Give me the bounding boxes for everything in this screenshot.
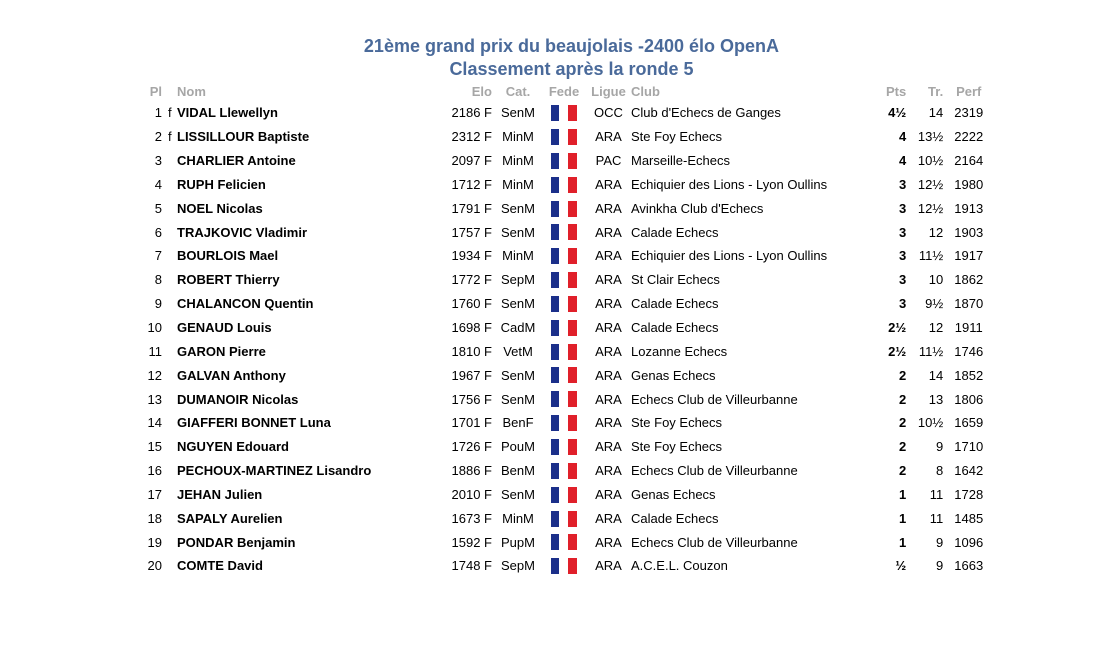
- club-cell: Genas Echecs: [631, 486, 716, 502]
- place-cell: 18: [147, 510, 162, 526]
- category-cell: MinM: [502, 248, 534, 264]
- header-nom: Nom: [177, 83, 206, 99]
- category-cell: SepM: [501, 558, 535, 574]
- category-cell: SenM: [501, 200, 535, 216]
- category-cell: SenM: [501, 296, 535, 312]
- table-row: [140, 459, 991, 483]
- tiebreak-cell: 9: [936, 558, 944, 574]
- category-cell: VetM: [503, 343, 533, 359]
- points-cell: 1: [899, 510, 907, 526]
- fide-flag-cell: [168, 459, 177, 483]
- category-cell: BenM: [501, 463, 535, 479]
- elo-cell: 1791 F: [451, 200, 492, 216]
- ligue-cell: ARA: [595, 463, 622, 479]
- category-cell: SenM: [501, 486, 535, 502]
- points-cell: 1: [899, 486, 907, 502]
- ligue-cell: ARA: [595, 320, 622, 336]
- place-cell: 19: [147, 534, 162, 550]
- elo-cell: 1673 F: [451, 510, 492, 526]
- tiebreak-cell: 14: [928, 367, 944, 383]
- performance-cell: 1862: [954, 272, 984, 288]
- category-cell: BenF: [502, 415, 534, 431]
- table-row: [140, 196, 991, 220]
- performance-cell: 1903: [954, 224, 984, 240]
- place-cell: 4: [154, 176, 162, 192]
- points-cell: 2: [899, 367, 907, 383]
- table-row: [140, 149, 991, 173]
- fide-flag-cell: [168, 387, 177, 411]
- federation-cell: [538, 363, 590, 387]
- elo-cell: 1760 F: [451, 296, 492, 312]
- player-name: GALVAN Anthony: [177, 367, 286, 383]
- performance-cell: 1806: [954, 391, 984, 407]
- player-name: VIDAL Llewellyn: [177, 105, 278, 121]
- table-row: [140, 435, 991, 459]
- points-cell: 2: [899, 391, 907, 407]
- elo-cell: 1726 F: [451, 439, 492, 455]
- performance-cell: 1728: [954, 486, 984, 502]
- category-cell: SenM: [501, 391, 535, 407]
- player-name: BOURLOIS Mael: [177, 248, 279, 264]
- standings-body: [140, 101, 991, 578]
- points-cell: 3: [899, 200, 907, 216]
- table-row: [140, 339, 991, 363]
- category-cell: PouM: [501, 439, 535, 455]
- france-flag-icon: [551, 534, 577, 550]
- table-header-row: [140, 81, 991, 101]
- player-name: GENAUD Louis: [177, 320, 272, 336]
- table-row: [140, 244, 991, 268]
- player-name: ROBERT Thierry: [177, 272, 280, 288]
- points-cell: 4: [899, 129, 907, 145]
- elo-cell: 1772 F: [451, 272, 492, 288]
- ligue-cell: ARA: [595, 296, 622, 312]
- place-cell: 5: [154, 200, 162, 216]
- performance-cell: 1852: [954, 367, 984, 383]
- performance-cell: 1663: [954, 558, 984, 574]
- header-elo: Elo: [471, 83, 492, 99]
- ligue-cell: ARA: [595, 510, 622, 526]
- player-name: COMTE David: [177, 558, 263, 574]
- fide-flag-cell: [168, 292, 177, 316]
- points-cell: 3: [899, 272, 907, 288]
- table-row: [140, 387, 991, 411]
- category-cell: MinM: [502, 510, 534, 526]
- elo-cell: 1757 F: [451, 224, 492, 240]
- fide-flag-cell: [168, 435, 177, 459]
- club-cell: Echiquier des Lions - Lyon Oullins: [631, 248, 828, 264]
- fide-flag-cell: [168, 554, 177, 578]
- player-name: LISSILLOUR Baptiste: [177, 129, 310, 145]
- place-cell: 10: [147, 320, 162, 336]
- france-flag-icon: [551, 296, 577, 312]
- standings-subtitle: Classement après la ronde 5: [449, 59, 694, 79]
- tiebreak-cell: 12: [928, 224, 944, 240]
- club-cell: Genas Echecs: [631, 367, 716, 383]
- fide-flag-cell: [168, 483, 177, 507]
- federation-cell: [538, 149, 590, 173]
- place-cell: 14: [147, 415, 162, 431]
- club-cell: Echecs Club de Villeurbanne: [631, 534, 798, 550]
- elo-cell: 1967 F: [451, 367, 492, 383]
- fide-flag-cell: [168, 220, 177, 244]
- header-blank: [168, 81, 177, 101]
- elo-cell: 2097 F: [451, 153, 492, 169]
- category-cell: MinM: [502, 153, 534, 169]
- player-name: TRAJKOVIC Vladimir: [177, 224, 308, 240]
- place-cell: 11: [148, 343, 162, 359]
- club-cell: Club d'Echecs de Ganges: [631, 105, 781, 121]
- tiebreak-cell: 9½: [925, 296, 944, 312]
- performance-cell: 1917: [954, 248, 984, 264]
- fide-flag-cell: [168, 506, 177, 530]
- player-name: RUPH Felicien: [177, 176, 266, 192]
- ligue-cell: ARA: [595, 272, 622, 288]
- points-cell: 3: [899, 176, 907, 192]
- federation-cell: [538, 411, 590, 435]
- france-flag-icon: [551, 511, 577, 527]
- elo-cell: 1701 F: [451, 415, 492, 431]
- tiebreak-cell: 8: [936, 463, 944, 479]
- category-cell: PupM: [501, 534, 535, 550]
- points-cell: 2½: [888, 320, 907, 336]
- tiebreak-cell: 12: [928, 320, 944, 336]
- federation-cell: [538, 435, 590, 459]
- elo-cell: 1756 F: [451, 391, 492, 407]
- standings-table: [140, 81, 991, 578]
- performance-cell: 2164: [954, 153, 984, 169]
- place-cell: 16: [147, 463, 162, 479]
- place-cell: 20: [147, 558, 162, 574]
- club-cell: Calade Echecs: [631, 296, 719, 312]
- club-cell: Calade Echecs: [631, 224, 719, 240]
- fide-flag-cell: [168, 363, 177, 387]
- ligue-cell: ARA: [595, 486, 622, 502]
- player-name: SAPALY Aurelien: [177, 510, 283, 526]
- category-cell: SepM: [501, 272, 535, 288]
- performance-cell: 1096: [954, 534, 984, 550]
- performance-cell: 1710: [954, 439, 984, 455]
- elo-cell: 2010 F: [451, 486, 492, 502]
- ligue-cell: ARA: [595, 439, 622, 455]
- tiebreak-cell: 9: [936, 534, 944, 550]
- performance-cell: 2222: [954, 129, 984, 145]
- federation-cell: [538, 483, 590, 507]
- federation-cell: [538, 196, 590, 220]
- place-cell: 12: [147, 367, 162, 383]
- tiebreak-cell: 13½: [917, 129, 944, 145]
- points-cell: 4: [899, 153, 907, 169]
- place-cell: 8: [154, 272, 162, 288]
- ligue-cell: ARA: [595, 391, 622, 407]
- header-pl: Pl: [149, 83, 162, 99]
- header-fede: Fede: [548, 83, 580, 99]
- club-cell: Avinkha Club d'Echecs: [631, 200, 764, 216]
- club-cell: A.C.E.L. Couzon: [631, 558, 728, 574]
- elo-cell: 1712 F: [451, 176, 492, 192]
- tiebreak-cell: 10½: [917, 415, 944, 431]
- table-row: [140, 483, 991, 507]
- ligue-cell: ARA: [595, 343, 622, 359]
- france-flag-icon: [551, 224, 577, 240]
- federation-cell: [538, 530, 590, 554]
- player-name: NGUYEN Edouard: [177, 439, 289, 455]
- france-flag-icon: [551, 153, 577, 169]
- points-cell: 2: [899, 415, 907, 431]
- header-pts: Pts: [886, 83, 907, 99]
- france-flag-icon: [551, 248, 577, 264]
- table-row: [140, 316, 991, 340]
- header-ligue: Ligue: [591, 83, 626, 99]
- club-cell: Ste Foy Echecs: [631, 129, 723, 145]
- fide-flag-cell: f: [168, 129, 172, 145]
- ligue-cell: ARA: [595, 129, 622, 145]
- table-row: [140, 554, 991, 578]
- club-cell: Ste Foy Echecs: [631, 439, 723, 455]
- france-flag-icon: [551, 177, 577, 193]
- player-name: GARON Pierre: [177, 343, 266, 359]
- player-name: PECHOUX-MARTINEZ Lisandro: [177, 463, 372, 479]
- federation-cell: [538, 244, 590, 268]
- points-cell: 3: [899, 296, 907, 312]
- fide-flag-cell: f: [168, 105, 172, 121]
- club-cell: Marseille-Echecs: [631, 153, 730, 169]
- points-cell: 2½: [888, 343, 907, 359]
- table-row: [140, 173, 991, 197]
- header-tr: Tr.: [928, 83, 944, 99]
- federation-cell: [538, 554, 590, 578]
- place-cell: 1: [154, 105, 162, 121]
- club-cell: Echiquier des Lions - Lyon Oullins: [631, 176, 828, 192]
- fide-flag-cell: [168, 530, 177, 554]
- player-name: NOEL Nicolas: [177, 200, 263, 216]
- points-cell: 3: [899, 224, 907, 240]
- club-cell: Echecs Club de Villeurbanne: [631, 463, 798, 479]
- performance-cell: 1485: [954, 510, 984, 526]
- tournament-title: 21ème grand prix du beaujolais -2400 élo OpenA: [363, 36, 780, 56]
- federation-cell: [538, 339, 590, 363]
- tiebreak-cell: 11: [929, 486, 944, 502]
- tiebreak-cell: 14: [928, 105, 944, 121]
- federation-cell: [538, 387, 590, 411]
- table-row: [140, 125, 991, 149]
- table-row: [140, 530, 991, 554]
- ligue-cell: ARA: [595, 248, 622, 264]
- header-cat: Cat.: [505, 83, 531, 99]
- ligue-cell: ARA: [595, 534, 622, 550]
- place-cell: 13: [147, 391, 162, 407]
- federation-cell: [538, 268, 590, 292]
- header-club: Club: [631, 83, 660, 99]
- performance-cell: 1911: [954, 320, 983, 336]
- place-cell: 7: [154, 248, 162, 264]
- tiebreak-cell: 11½: [918, 248, 944, 264]
- tiebreak-cell: 11: [929, 510, 944, 526]
- points-cell: ½: [895, 558, 907, 574]
- fide-flag-cell: [168, 196, 177, 220]
- france-flag-icon: [551, 391, 577, 407]
- fide-flag-cell: [168, 244, 177, 268]
- tiebreak-cell: 12½: [917, 200, 944, 216]
- france-flag-icon: [551, 558, 577, 574]
- france-flag-icon: [551, 463, 577, 479]
- tiebreak-cell: 11½: [918, 343, 944, 359]
- federation-cell: [538, 125, 590, 149]
- player-name: PONDAR Benjamin: [177, 534, 296, 550]
- category-cell: SenM: [501, 224, 535, 240]
- france-flag-icon: [551, 344, 577, 360]
- france-flag-icon: [551, 129, 577, 145]
- category-cell: SenM: [501, 105, 535, 121]
- ligue-cell: OCC: [594, 105, 623, 121]
- table-row: [140, 268, 991, 292]
- france-flag-icon: [551, 439, 577, 455]
- france-flag-icon: [551, 487, 577, 503]
- tiebreak-cell: 10½: [917, 153, 944, 169]
- federation-cell: [538, 292, 590, 316]
- performance-cell: 1870: [954, 296, 984, 312]
- category-cell: MinM: [502, 176, 534, 192]
- elo-cell: 1748 F: [451, 558, 492, 574]
- fide-flag-cell: [168, 411, 177, 435]
- federation-cell: [538, 220, 590, 244]
- france-flag-icon: [551, 367, 577, 383]
- points-cell: 4½: [888, 105, 907, 121]
- performance-cell: 1746: [954, 343, 984, 359]
- elo-cell: 2312 F: [451, 129, 492, 145]
- elo-cell: 1592 F: [451, 534, 492, 550]
- elo-cell: 1934 F: [451, 248, 492, 264]
- federation-cell: [538, 173, 590, 197]
- performance-cell: 1642: [954, 463, 984, 479]
- performance-cell: 1913: [954, 200, 984, 216]
- ligue-cell: ARA: [595, 415, 622, 431]
- table-row: [140, 101, 991, 125]
- fide-flag-cell: [168, 173, 177, 197]
- fide-flag-cell: [168, 339, 177, 363]
- france-flag-icon: [551, 105, 577, 121]
- place-cell: 17: [147, 486, 162, 502]
- elo-cell: 1810 F: [451, 343, 492, 359]
- place-cell: 6: [154, 224, 162, 240]
- fide-flag-cell: [168, 149, 177, 173]
- performance-cell: 1659: [954, 415, 984, 431]
- ligue-cell: PAC: [595, 153, 622, 169]
- table-row: [140, 411, 991, 435]
- points-cell: 1: [899, 534, 907, 550]
- federation-cell: [538, 101, 590, 125]
- tiebreak-cell: 13: [928, 391, 944, 407]
- fide-flag-cell: [168, 316, 177, 340]
- france-flag-icon: [551, 272, 577, 288]
- place-cell: 9: [154, 296, 162, 312]
- ligue-cell: ARA: [595, 367, 622, 383]
- france-flag-icon: [551, 320, 577, 336]
- place-cell: 3: [154, 153, 162, 169]
- player-name: DUMANOIR Nicolas: [177, 391, 299, 407]
- elo-cell: 2186 F: [451, 105, 492, 121]
- tiebreak-cell: 10: [928, 272, 944, 288]
- points-cell: 2: [899, 463, 907, 479]
- category-cell: CadM: [500, 320, 536, 336]
- place-cell: 2: [154, 129, 162, 145]
- club-cell: Calade Echecs: [631, 320, 719, 336]
- category-cell: SenM: [501, 367, 535, 383]
- elo-cell: 1886 F: [451, 463, 492, 479]
- federation-cell: [538, 316, 590, 340]
- points-cell: 2: [899, 439, 907, 455]
- player-name: CHARLIER Antoine: [177, 153, 296, 169]
- ligue-cell: ARA: [595, 200, 622, 216]
- table-row: [140, 363, 991, 387]
- ligue-cell: ARA: [595, 176, 622, 192]
- points-cell: 3: [899, 248, 907, 264]
- performance-cell: 2319: [954, 105, 984, 121]
- club-cell: Lozanne Echecs: [631, 343, 728, 359]
- table-row: [140, 506, 991, 530]
- federation-cell: [538, 506, 590, 530]
- ligue-cell: ARA: [595, 224, 622, 240]
- fide-flag-cell: [168, 268, 177, 292]
- club-cell: Ste Foy Echecs: [631, 415, 723, 431]
- table-row: [140, 220, 991, 244]
- tiebreak-cell: 9: [936, 439, 944, 455]
- performance-cell: 1980: [954, 176, 984, 192]
- table-row: [140, 292, 991, 316]
- france-flag-icon: [551, 415, 577, 431]
- ligue-cell: ARA: [595, 558, 622, 574]
- club-cell: Echecs Club de Villeurbanne: [631, 391, 798, 407]
- place-cell: 15: [147, 439, 162, 455]
- player-name: GIAFFERI BONNET Luna: [177, 415, 331, 431]
- tiebreak-cell: 12½: [917, 176, 944, 192]
- federation-cell: [538, 459, 590, 483]
- player-name: CHALANCON Quentin: [177, 296, 314, 312]
- elo-cell: 1698 F: [451, 320, 492, 336]
- club-cell: St Clair Echecs: [631, 272, 720, 288]
- club-cell: Calade Echecs: [631, 510, 719, 526]
- header-perf: Perf: [956, 83, 982, 99]
- player-name: JEHAN Julien: [177, 486, 263, 502]
- category-cell: MinM: [502, 129, 534, 145]
- france-flag-icon: [551, 201, 577, 217]
